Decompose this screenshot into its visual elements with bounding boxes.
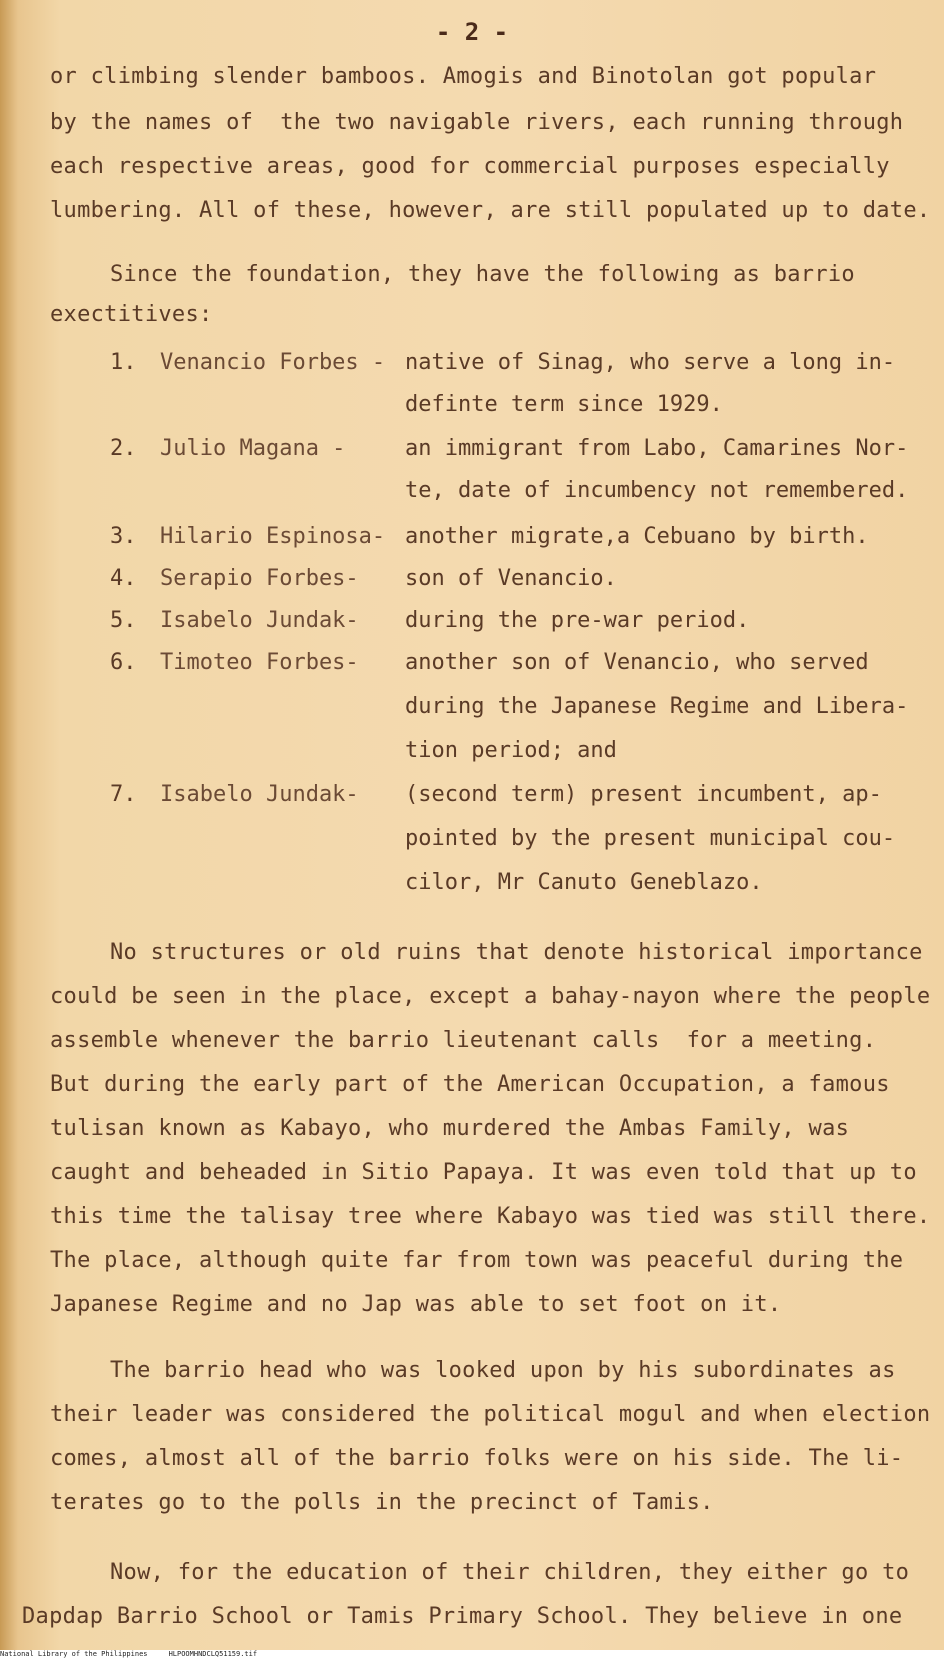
para3-line: But during the early part of the American Occupation, a famous: [50, 1072, 890, 1097]
para4-line: their leader was considered the political mogul and when election: [50, 1402, 931, 1427]
executive-desc: an immigrant from Labo, Camarines Nor-: [405, 436, 909, 461]
executive-number: 3.: [110, 524, 137, 549]
para1-line: by the names of the two navigable rivers, each running through: [50, 110, 904, 135]
executive-desc: during the Japanese Regime and Libera-: [405, 694, 909, 719]
executive-name: Isabelo Jundak-: [160, 782, 359, 807]
executive-number: 2.: [110, 436, 137, 461]
para3-line: caught and beheaded in Sitio Papaya. It was even told that up to: [50, 1160, 917, 1185]
executive-desc: definte term since 1929.: [405, 392, 723, 417]
para4-line: The barrio head who was looked upon by his subordinates as: [110, 1358, 896, 1383]
executive-name: Timoteo Forbes-: [160, 650, 359, 675]
executive-desc: tion period; and: [405, 738, 617, 763]
executive-desc: native of Sinag, who serve a long in-: [405, 350, 896, 375]
para3-line: No structures or old ruins that denote historical importance: [110, 940, 923, 965]
executive-name: Serapio Forbes-: [160, 566, 359, 591]
executive-number: 7.: [110, 782, 137, 807]
executive-name: Venancio Forbes -: [160, 350, 386, 375]
scan-footer: National Library of the Philippines HLPOOMHNDCLQ51159.tif: [0, 1650, 944, 1658]
para3-line: assemble whenever the barrio lieutenant calls for a meeting.: [50, 1028, 877, 1053]
para3-line: Japanese Regime and no Jap was able to set foot on it.: [50, 1292, 782, 1317]
executive-number: 5.: [110, 608, 137, 633]
executive-desc: cilor, Mr Canuto Geneblazo.: [405, 870, 763, 895]
para1-line: lumbering. All of these, however, are still populated up to date.: [50, 198, 931, 223]
executive-desc: another son of Venancio, who served: [405, 650, 869, 675]
para4-line: comes, almost all of the barrio folks were on his side. The li-: [50, 1446, 904, 1471]
executive-number: 1.: [110, 350, 137, 375]
executive-number: 4.: [110, 566, 137, 591]
para1-line: each respective areas, good for commercial purposes especially: [50, 154, 890, 179]
executive-desc: son of Venancio.: [405, 566, 617, 591]
para5-line: Dapdap Barrio School or Tamis Primary School. They believe in one: [22, 1604, 903, 1629]
para5-line: Now, for the education of their children, they either go to: [110, 1560, 910, 1585]
para4-line: terates go to the polls in the precinct of Tamis.: [50, 1490, 714, 1515]
executive-name: Julio Magana -: [160, 436, 346, 461]
executive-desc: te, date of incumbency not remembered.: [405, 478, 909, 503]
para1-line: or climbing slender bamboos. Amogis and Binotolan got popular: [50, 64, 877, 89]
para2-line: exectitives:: [50, 302, 213, 327]
executive-desc: pointed by the present municipal cou-: [405, 826, 896, 851]
para3-line: tulisan known as Kabayo, who murdered the Ambas Family, was: [50, 1116, 850, 1141]
para3-line: could be seen in the place, except a bahay-nayon where the people: [50, 984, 931, 1009]
executive-name: Hilario Espinosa-: [160, 524, 386, 549]
para3-line: this time the talisay tree where Kabayo was tied was still there.: [50, 1204, 931, 1229]
page-number: - 2 -: [435, 18, 509, 46]
executive-name: Isabelo Jundak-: [160, 608, 359, 633]
para3-line: The place, although quite far from town was peaceful during the: [50, 1248, 904, 1273]
executive-desc: during the pre-war period.: [405, 608, 750, 633]
para2-line: Since the foundation, they have the following as barrio: [110, 262, 855, 287]
executive-desc: (second term) present incumbent, ap-: [405, 782, 882, 807]
executive-number: 6.: [110, 650, 137, 675]
executive-desc: another migrate,a Cebuano by birth.: [405, 524, 869, 549]
